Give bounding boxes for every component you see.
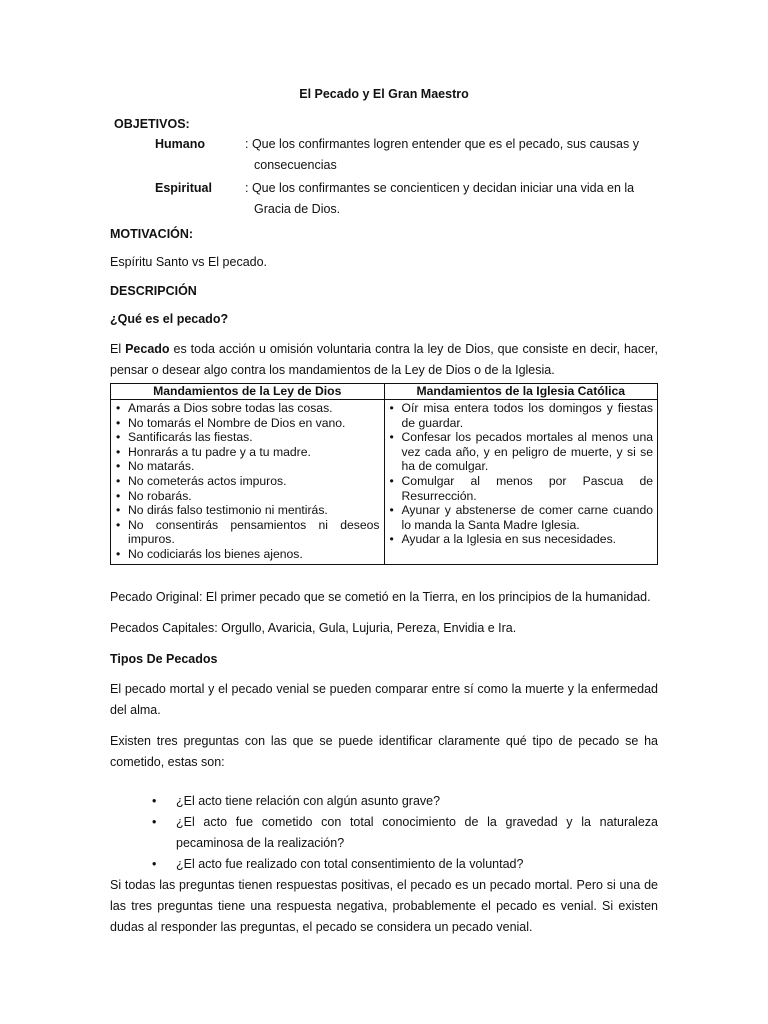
list-item: • No cometerás actos impuros. [115,474,380,489]
motivacion-heading: MOTIVACIÓN: [110,227,194,241]
objetivo-label: Espiritual [155,181,212,195]
iglesia-cell [384,400,658,565]
objetivo-text-first: : Que los confirmantes se concienticen y decidan iniciar una vida en la [245,181,635,195]
iglesia-list [389,401,654,547]
definition-prefix: El [110,342,126,356]
list-item: • Confesar los pecados mortales al menos una vez cada año, y en peligro de muerte, y si se ha de comulgar. [389,430,654,474]
list-item: • No matarás. [115,459,380,474]
objetivo-espiritual [155,178,658,220]
list-item: • Ayunar y abstenerse de comer carne cuando lo manda la Santa Madre Iglesia. [389,503,654,532]
list-item: • No dirás falso testimonio ni mentirás. [115,503,380,518]
objetivo-text [245,178,658,220]
table-row [111,400,658,565]
pecados-capitales-text: Pecados Capitales: Orgullo, Avaricia, Gula, Lujuria, Pereza, Envidia e Ira. [110,620,517,635]
list-item: • Honrarás a tu padre y a tu madre. [115,445,380,460]
pecado-original-text: Pecado Original: El primer pecado que se cometió en la Tierra, en los principios de la humanidad. [110,589,651,604]
table-header-ley: Mandamientos de la Ley de Dios [111,384,385,400]
objetivo-text-first: : Que los confirmantes logren entender que es el pecado, sus causas y [245,137,639,151]
mandamientos-table [110,383,658,565]
pecado-definition [110,339,658,381]
list-item: • Oír misa entera todos los domingos y fiestas de guardar. [389,401,654,430]
ley-de-dios-cell [111,400,385,565]
list-item: • No consentirás pensamientos ni deseos impuros. [115,518,380,547]
document-title: El Pecado y El Gran Maestro [299,87,469,101]
questions-list [110,791,658,875]
list-item: • ¿El acto fue realizado con total consentimiento de la voluntad? [110,854,658,875]
objetivos-heading: OBJETIVOS: [114,117,190,131]
descripcion-heading: DESCRIPCIÓN [110,284,197,298]
list-item: • ¿El acto tiene relación con algún asunto grave? [110,791,658,812]
tipos-paragraph-1: El pecado mortal y el pecado venial se pueden comparar entre sí como la muerte y la enfermedad del alma. [110,681,658,717]
conclusion-paragraph: Si todas las preguntas tienen respuestas positivas, el pecado es un pecado mortal. Pero si una de las tres preguntas tiene una respuesta negativa, probablemente el pecado es venial. Si existen dudas al responder las preguntas, el pecado se considera un pecado venial. [110,877,658,934]
list-item: • Santificarás las fiestas. [115,430,380,445]
document-page [110,78,658,938]
list-item: • Ayudar a la Iglesia en sus necesidades. [389,532,654,547]
objetivo-text-cont: Gracia de Dios. [254,202,341,216]
definition-rest: es toda acción u omisión voluntaria contra la ley de Dios, que consiste en decir, hacer, pensar o desear algo contra los mandamientos de la Ley de Dios o de la Iglesia. [110,342,658,377]
list-item: • Amarás a Dios sobre todas las cosas. [115,401,380,416]
tipos-paragraph-2: Existen tres preguntas con las que se puede identificar claramente qué tipo de pecado se ha cometido, estas son: [110,733,658,769]
list-item: • Comulgar al menos por Pascua de Resurrección. [389,474,654,503]
objetivo-text [245,134,658,176]
ley-de-dios-list [115,401,380,562]
table-header-row [111,384,658,400]
objetivo-text-cont: consecuencias [254,158,337,172]
list-item: • ¿El acto fue cometido con total conocimiento de la gravedad y la naturaleza pecaminosa de la realización? [110,812,658,854]
list-item: • No codiciarás los bienes ajenos. [115,547,380,562]
objetivo-humano [155,134,658,176]
pecado-question: ¿Qué es el pecado? [110,312,229,326]
list-item: • No robarás. [115,489,380,504]
list-item: • No tomarás el Nombre de Dios en vano. [115,416,380,431]
definition-bold-term: Pecado [125,342,170,356]
table-header-iglesia: Mandamientos de la Iglesia Católica [384,384,658,400]
tipos-heading: Tipos De Pecados [110,651,218,666]
objetivo-label: Humano [155,137,205,151]
motivacion-text: Espíritu Santo vs El pecado. [110,255,268,269]
